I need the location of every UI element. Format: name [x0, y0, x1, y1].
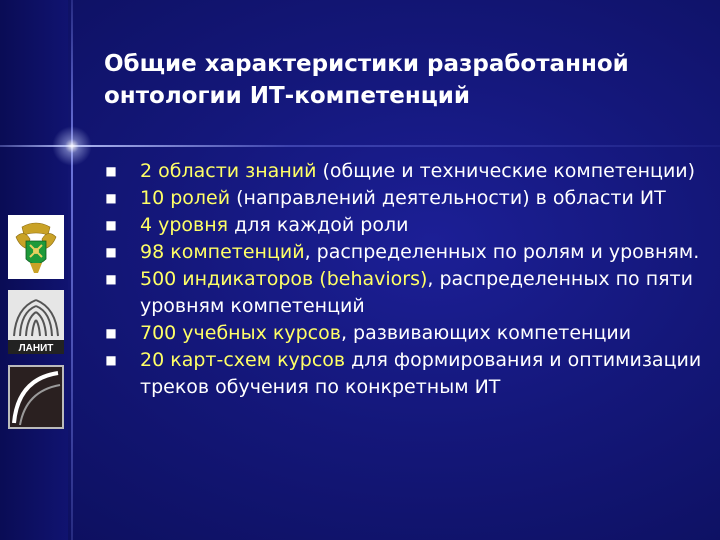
bullet-item	[104, 347, 704, 401]
bullet-highlight: 2 области знаний	[140, 160, 317, 182]
arc-logo	[8, 365, 64, 429]
bullet-highlight: 98 компетенций	[140, 241, 305, 263]
bullet-text: (направлений деятельности) в области ИТ	[230, 187, 666, 209]
bullet-item	[104, 320, 704, 347]
light-flare	[52, 126, 92, 166]
bullet-text: , распределенных по пяти уровням компетенций	[140, 268, 693, 317]
bullet-highlight: 700 учебных курсов	[140, 322, 341, 344]
lanit-logo	[8, 290, 64, 354]
bullet-text: , распределенных по ролям и уровням.	[304, 241, 700, 263]
bullet-highlight: 4 уровня	[140, 214, 229, 236]
bullet-item	[104, 239, 704, 266]
lanit-logo-text: ЛАНИТ	[18, 343, 54, 354]
bullet-item	[104, 212, 704, 239]
bullet-highlight: 500 индикаторов (behaviors)	[140, 268, 428, 290]
square-bullet-icon: ■	[105, 353, 117, 367]
bullet-item	[104, 185, 704, 212]
square-bullet-icon: ■	[105, 218, 117, 232]
square-bullet-icon: ■	[105, 191, 117, 205]
bullet-highlight: 20 карт-схем курсов	[140, 349, 346, 371]
bullet-text: (общие и технические компетенции)	[316, 160, 696, 182]
bullet-text: для формирования и оптимизации треков обучения по конкретным ИТ	[140, 349, 702, 398]
bullet-item	[104, 266, 704, 320]
square-bullet-icon: ■	[105, 326, 117, 340]
bullet-highlight: 10 ролей	[140, 187, 231, 209]
square-bullet-icon: ■	[105, 272, 117, 286]
bullet-list	[104, 158, 704, 401]
bullet-item	[104, 158, 704, 185]
vertical-decor-line	[71, 0, 73, 540]
emblem-logo	[8, 215, 64, 279]
square-bullet-icon: ■	[105, 245, 117, 259]
bullet-text: для каждой роли	[228, 214, 409, 236]
slide-title: Общие характеристики разработанной онтологии ИТ-компетенций	[104, 51, 629, 109]
horizontal-decor-line	[0, 145, 720, 147]
square-bullet-icon: ■	[105, 164, 117, 178]
bullet-text: , развивающих компетенции	[340, 322, 632, 344]
